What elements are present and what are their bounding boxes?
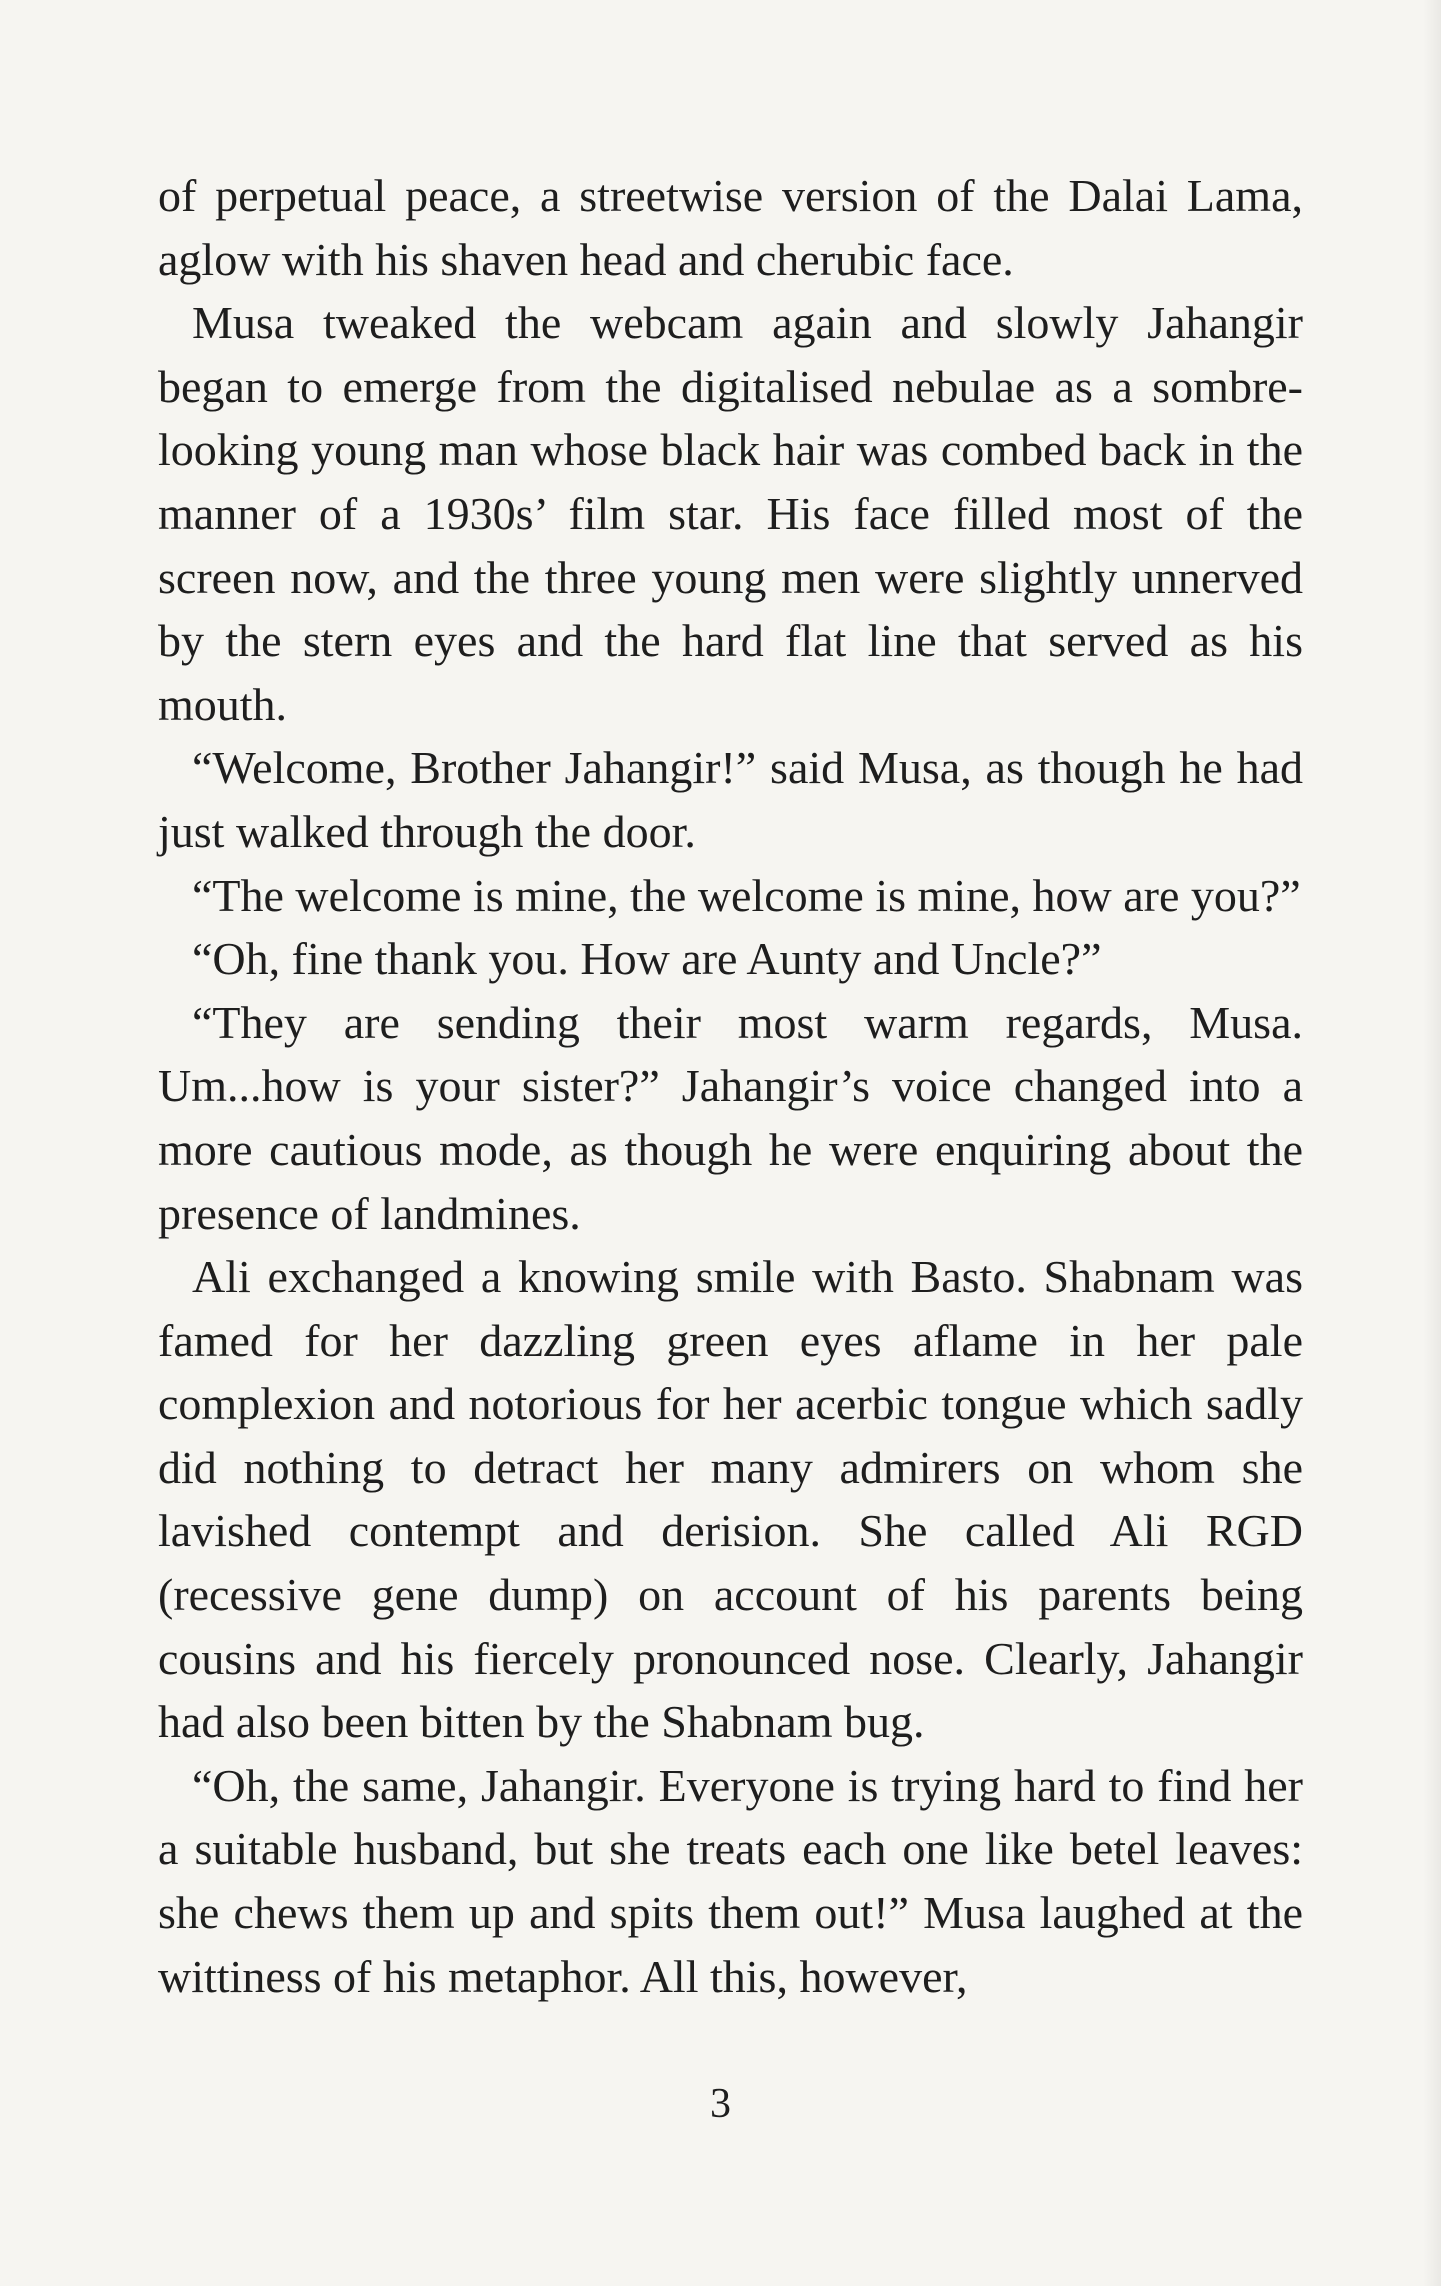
paragraph-1: of perpetual peace, a streetwise version of the Dalai Lama, aglow with his shaven head and cherubic face. xyxy=(158,170,1303,285)
paragraph-8: “Oh, the same, Jahangir. Everyone is trying hard to find her a suitable husband, but she treats each one like betel leaves: she chews them up and spits them out!” Musa laughed at the wittiness of his metaphor. All this, however, xyxy=(158,1759,1303,2002)
paragraph-4: “The welcome is mine, the welcome is mine, how are you?” xyxy=(192,869,1301,921)
paragraph-6: “They are sending their most warm regards, Musa. Um...how is your sister?” Jahangir’s voice changed into a more cautious mode, as though he were enquiring about the presence of landmines. xyxy=(158,996,1303,1239)
paragraph-3: “Welcome, Brother Jahangir!” said Musa, as though he had just walked through the door. xyxy=(158,742,1303,857)
page-edge-shadow xyxy=(1423,0,1441,2286)
paragraph-7: Ali exchanged a knowing smile with Basto. Shabnam was famed for her dazzling green eyes aflame in her pale complexion and notorious for her acerbic tongue which sadly did nothing to detract her many admirers on whom she lavished contempt and derision. She called Ali RGD (recessive gene dump) on account of his parents being cousins and his fiercely pronounced nose. Clearly, Jahangir had also been bitten by the Shabnam bug. xyxy=(158,1251,1303,1748)
paragraph-5: “Oh, fine thank you. How are Aunty and Uncle?” xyxy=(192,933,1102,985)
page-number: 3 xyxy=(710,2081,731,2127)
body-text xyxy=(158,164,1303,2008)
paragraph-2: Musa tweaked the webcam again and slowly Jahangir began to emerge from the digitalised nebulae as a sombre-looking young man whose black hair was combed back in the manner of a 1930s’ film star. His face filled most of the screen now, and the three young men were slightly unnerved by the stern eyes and the hard flat line that served as his mouth. xyxy=(158,297,1303,730)
